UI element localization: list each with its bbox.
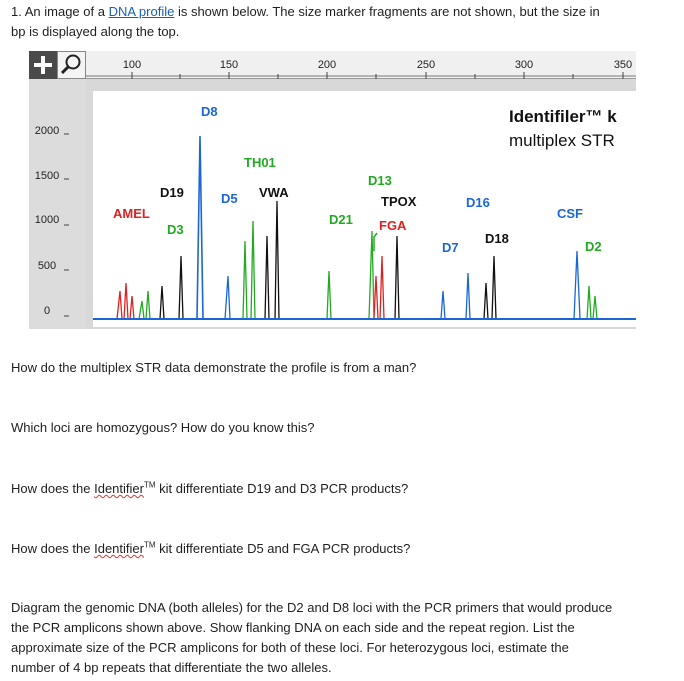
question-d19-d3 bbox=[11, 479, 408, 499]
x-tick-250: 250 bbox=[416, 59, 436, 71]
y-tick-0: 0 bbox=[43, 305, 51, 317]
label-tpox: TPOX bbox=[381, 194, 417, 209]
x-tick-300: 300 bbox=[514, 59, 534, 71]
label-d18: D18 bbox=[485, 231, 509, 246]
q-d5-suffix: kit differentiate D5 and FGA PCR products? bbox=[155, 541, 411, 556]
label-d8: D8 bbox=[201, 104, 218, 119]
question-man: How do the multiplex STR data demonstrate the profile is from a man? bbox=[11, 360, 417, 375]
y-tick-2000: 2000 bbox=[34, 125, 60, 137]
kit-title: Identifiler™ k bbox=[509, 107, 617, 126]
question-1-line2: bp is displayed along the top. bbox=[11, 24, 180, 39]
y-axis bbox=[35, 125, 69, 317]
label-d2: D2 bbox=[585, 239, 602, 254]
q-d5-word: Identifier bbox=[94, 541, 144, 556]
question-1-intro bbox=[11, 2, 600, 42]
x-tick-350: 350 bbox=[613, 59, 633, 71]
x-axis bbox=[86, 59, 636, 79]
diagram-task-line-4: number of 4 bp repeats that differentiate the two alleles. bbox=[11, 660, 332, 675]
y-tick-1500: 1500 bbox=[34, 170, 60, 182]
x-tick-150: 150 bbox=[219, 59, 239, 71]
q-d19-sup: TM bbox=[143, 480, 156, 490]
label-d3: D3 bbox=[167, 222, 184, 237]
label-d13: D13 bbox=[368, 173, 392, 188]
y-tick-500: 500 bbox=[37, 260, 57, 272]
q-d19-suffix: kit differentiate D19 and D3 PCR products? bbox=[155, 481, 409, 496]
plot-area bbox=[93, 91, 636, 327]
question-1-suffix: is shown below. The size marker fragments are not shown, but the size in bbox=[174, 4, 600, 19]
q-d5-prefix: How does the bbox=[11, 541, 95, 556]
kit-subtitle: multiplex STR bbox=[509, 131, 615, 150]
q-d5-sup: TM bbox=[143, 540, 156, 550]
label-d7: D7 bbox=[442, 240, 459, 255]
label-d19: D19 bbox=[160, 185, 184, 200]
dna-profile-link[interactable]: DNA profile bbox=[108, 4, 175, 19]
question-1-prefix: 1. An image of a bbox=[11, 4, 109, 19]
electropherogram bbox=[29, 51, 636, 329]
y-tick-1000: 1000 bbox=[34, 214, 60, 226]
diagram-task-line-2: the PCR amplicons shown above. Show flanking DNA on each side and the repeat region. List the bbox=[11, 620, 575, 635]
q-d19-prefix: How does the bbox=[11, 481, 95, 496]
label-d16: D16 bbox=[466, 195, 490, 210]
x-tick-200: 200 bbox=[317, 59, 337, 71]
label-csf: CSF bbox=[557, 206, 583, 221]
label-d5: D5 bbox=[221, 191, 238, 206]
question-homozygous: Which loci are homozygous? How do you know this? bbox=[11, 420, 315, 435]
label-th01: TH01 bbox=[244, 155, 276, 170]
diagram-task-line-3: approximate size of the PCR amplicons for both of these loci. For heterozygous loci, estimate the bbox=[11, 640, 569, 655]
label-d21: D21 bbox=[329, 212, 353, 227]
diagram-task bbox=[11, 598, 612, 678]
q-d19-word: Identifier bbox=[94, 481, 144, 496]
question-d5-fga bbox=[11, 539, 410, 559]
label-fga: FGA bbox=[379, 218, 407, 233]
label-amel: AMEL bbox=[113, 206, 150, 221]
x-tick-100: 100 bbox=[122, 59, 142, 71]
dna-profile-figure bbox=[29, 51, 636, 329]
label-vwa: VWA bbox=[259, 185, 289, 200]
diagram-task-line-1: Diagram the genomic DNA (both alleles) for the D2 and D8 loci with the PCR primers that would produce bbox=[11, 600, 613, 615]
